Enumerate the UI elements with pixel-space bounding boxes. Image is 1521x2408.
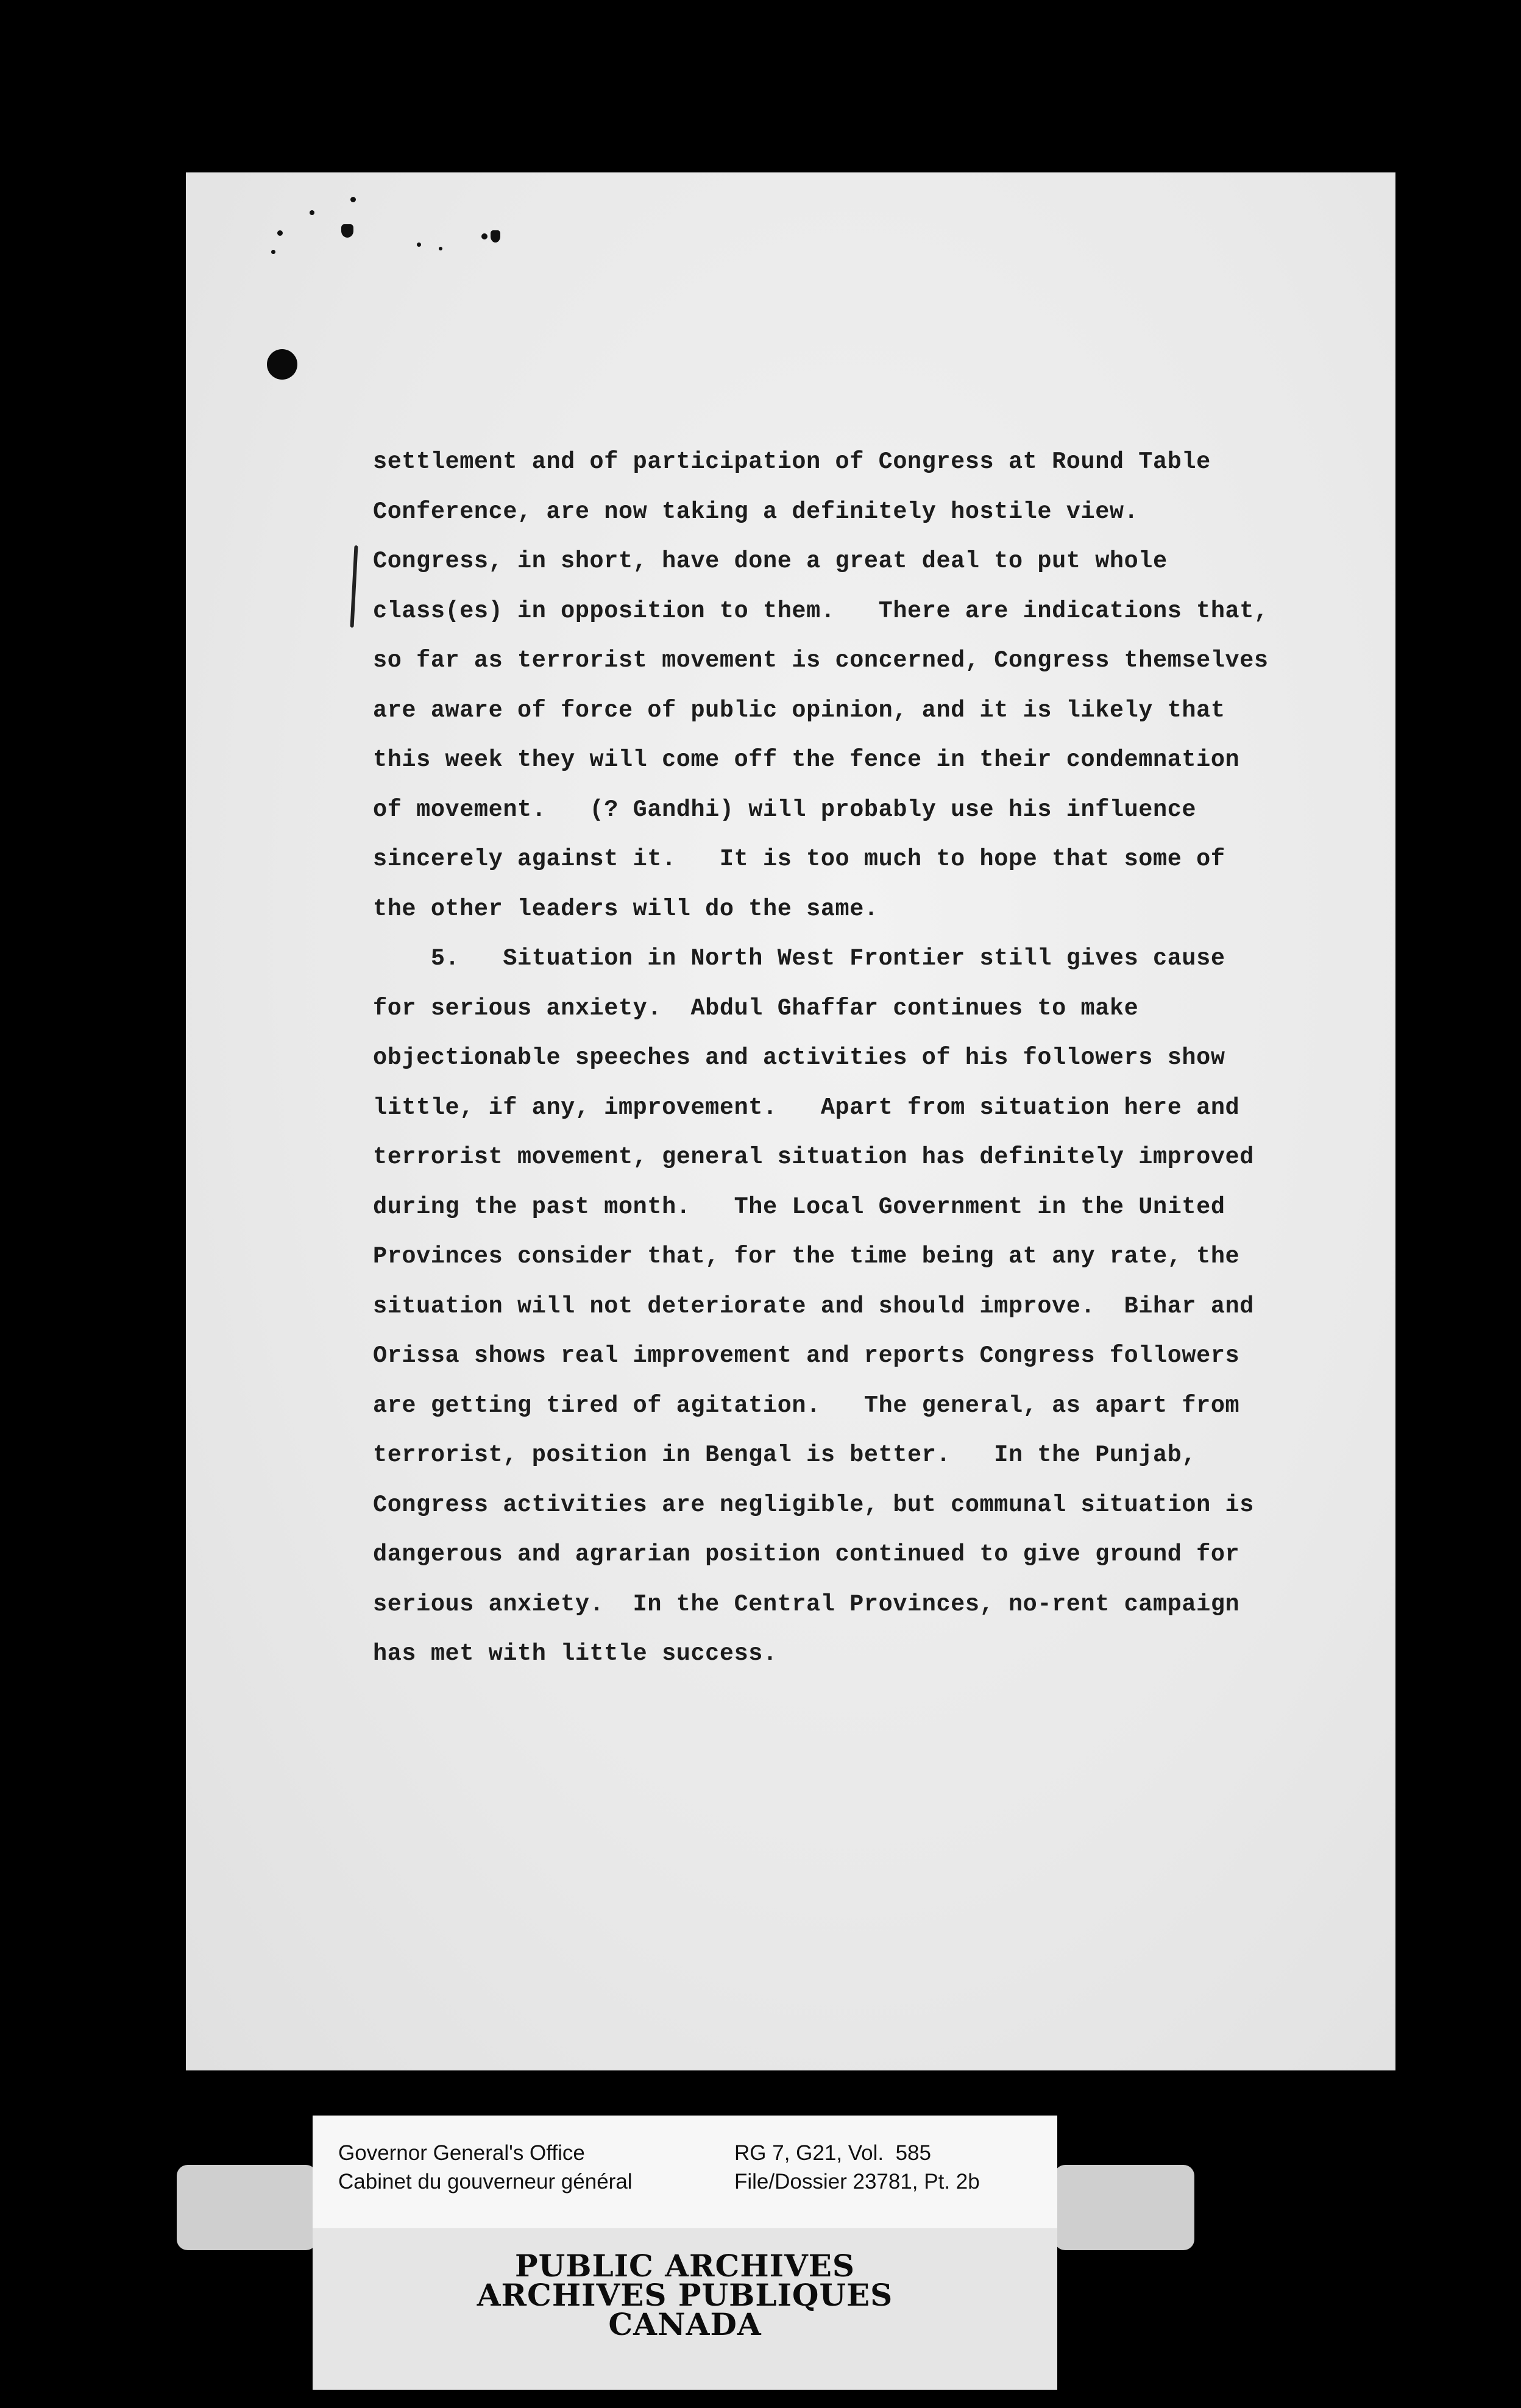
text-line: are aware of force of public opinion, and it is likely that: [373, 696, 1225, 724]
stamp-line-country: CANADA: [608, 2306, 762, 2342]
office-name-en: Governor General's Office: [338, 2141, 585, 2165]
film-tab-right: [1054, 2165, 1194, 2250]
record-group-reference: RG 7, G21, Vol. 585: [734, 2141, 931, 2165]
text-line: so far as terrorist movement is concerned, Congress themselves: [373, 647, 1269, 674]
text-line: terrorist movement, general situation has definitely improved: [373, 1144, 1254, 1170]
film-tab-left: [177, 2165, 317, 2250]
text-line: are getting tired of agitation. The general, as apart from: [373, 1392, 1240, 1419]
text-line: Orissa shows real improvement and reports Congress followers: [373, 1342, 1240, 1369]
text-line: serious anxiety. In the Central Provinces, no-rent campaign: [373, 1590, 1240, 1618]
text-line: terrorist, position in Bengal is better. In the Punjab,: [373, 1442, 1197, 1468]
text-line: dangerous and agrarian position continued to give ground for: [373, 1541, 1240, 1568]
punch-hole: [267, 349, 297, 380]
public-archives-stamp: [313, 2228, 1057, 2390]
text-line: this week they will come off the fence in their condemnation: [373, 746, 1240, 773]
text-line: has met with little success.: [373, 1640, 778, 1667]
text-line: during the past month. The Local Government in the United: [373, 1193, 1225, 1220]
text-line: Conference, are now taking a definitely hostile view.: [373, 498, 1139, 525]
text-line: objectionable speeches and activities of his followers show: [373, 1044, 1225, 1071]
text-line: sincerely against it. It is too much to hope that some of: [373, 846, 1225, 873]
stamp-line-fr: ARCHIVES PUBLIQUES: [477, 2277, 893, 2313]
text-line: Congress, in short, have done a great deal to put whole: [373, 548, 1168, 575]
archive-reference-label: [313, 2116, 1057, 2228]
text-line: Provinces consider that, for the time being at any rate, the: [373, 1243, 1240, 1270]
typed-text: [373, 437, 1324, 1679]
file-dossier-reference: File/Dossier 23781, Pt. 2b: [734, 2170, 980, 2194]
text-line: of movement. (? Gandhi) will probably use his influence: [373, 796, 1197, 823]
text-line: the other leaders will do the same.: [373, 895, 879, 922]
text-line: 5. Situation in North West Frontier still gives cause: [373, 945, 1225, 972]
text-line: situation will not deteriorate and should improve. Bihar and: [373, 1292, 1254, 1320]
stamp-line-en: PUBLIC ARCHIVES: [515, 2248, 855, 2284]
text-line: little, if any, improvement. Apart from situation here and: [373, 1094, 1240, 1121]
text-line: Congress activities are negligible, but communal situation is: [373, 1491, 1254, 1518]
text-line: for serious anxiety. Abdul Ghaffar continues to make: [373, 994, 1139, 1022]
text-line: settlement and of participation of Congress at Round Table: [373, 448, 1211, 475]
office-name-fr: Cabinet du gouverneur général: [338, 2170, 633, 2194]
text-line: class(es) in opposition to them. There are indications that,: [373, 597, 1269, 625]
